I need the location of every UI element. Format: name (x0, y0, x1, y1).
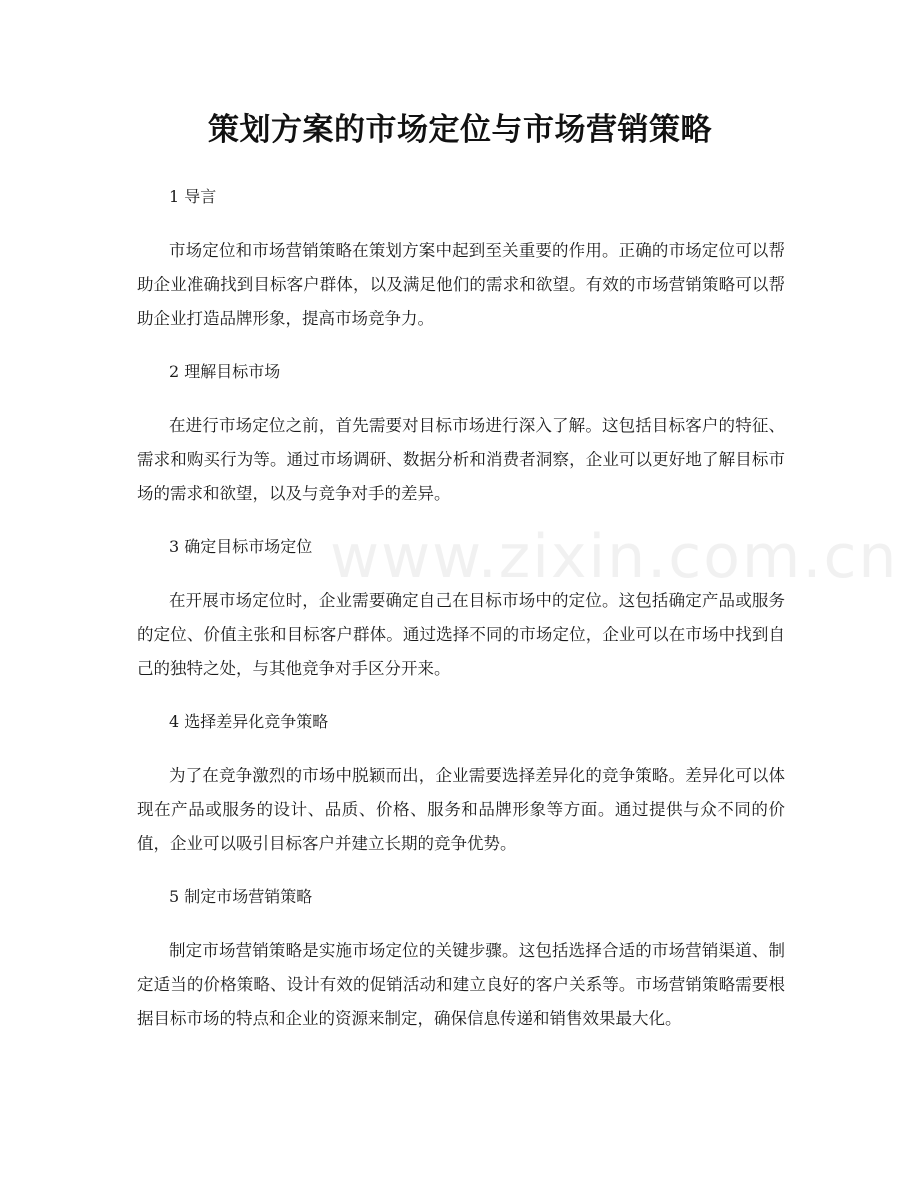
section-paragraph: 为了在竞争激烈的市场中脱颖而出，企业需要选择差异化的竞争策略。差异化可以体现在产品或服务的设计、品质、价格、服务和品牌形象等方面。通过提供与众不同的价值，企业可以吸引目标客户并建立长期的竞争优势。 (137, 766, 785, 853)
section-heading: 2 理解目标市场 (169, 362, 281, 381)
section-understand-market (137, 355, 785, 511)
section-heading: 4 选择差异化竞争策略 (169, 712, 329, 731)
document-title: 策划方案的市场定位与市场营销策略 (208, 112, 712, 148)
section-paragraph: 市场定位和市场营销策略在策划方案中起到至关重要的作用。正确的市场定位可以帮助企业准确找到目标客户群体，以及满足他们的需求和欲望。有效的市场营销策略可以帮助企业打造品牌形象，提高市场竞争力。 (137, 241, 785, 328)
document-body (137, 180, 785, 1055)
section-intro (137, 180, 785, 336)
section-heading: 1 导言 (169, 187, 217, 206)
watermark: www.zixin.com.cn (330, 522, 899, 592)
section-paragraph: 制定市场营销策略是实施市场定位的关键步骤。这包括选择合适的市场营销渠道、制定适当的价格策略、设计有效的促销活动和建立良好的客户关系等。市场营销策略需要根据目标市场的特点和企业的资源来制定，确保信息传递和销售效果最大化。 (137, 941, 785, 1028)
section-marketing-strategy (137, 880, 785, 1036)
section-positioning (137, 530, 785, 686)
section-paragraph: 在进行市场定位之前，首先需要对目标市场进行深入了解。这包括目标客户的特征、需求和购买行为等。通过市场调研、数据分析和消费者洞察，企业可以更好地了解目标市场的需求和欲望，以及与竞争对手的差异。 (137, 416, 785, 503)
section-differentiation (137, 705, 785, 861)
section-heading: 5 制定市场营销策略 (169, 887, 313, 906)
section-paragraph: 在开展市场定位时，企业需要确定自己在目标市场中的定位。这包括确定产品或服务的定位、价值主张和目标客户群体。通过选择不同的市场定位，企业可以在市场中找到自己的独特之处，与其他竞争对手区分开来。 (137, 591, 785, 678)
section-heading: 3 确定目标市场定位 (169, 537, 313, 556)
